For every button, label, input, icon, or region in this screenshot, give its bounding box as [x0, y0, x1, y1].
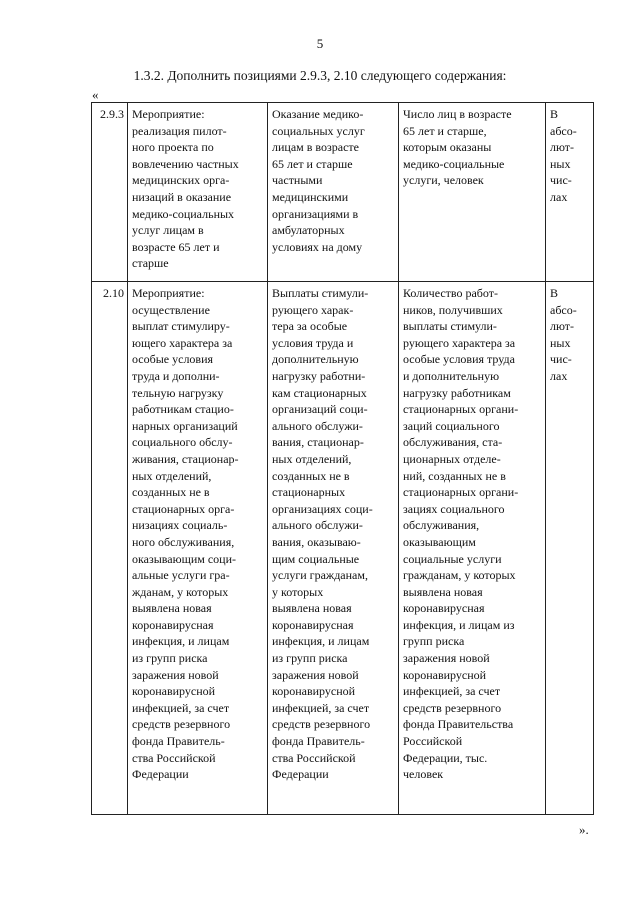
- cell-text-line: услуги гражданам,: [272, 568, 368, 583]
- cell-text-line: ных отделений,: [272, 451, 352, 466]
- cell-text-line: старше: [132, 256, 169, 271]
- cell-text-line: оказывающим: [403, 534, 476, 549]
- cell-text-line: выявлена новая: [272, 601, 352, 616]
- open-quote: «: [92, 87, 99, 102]
- cell-text-line: Оказание медико-: [272, 107, 364, 121]
- cell-text-line: у которых: [272, 584, 324, 599]
- cell-text-line: социальные услуги: [403, 551, 502, 566]
- cell-text-line: В: [550, 286, 559, 300]
- cell-text-line: медицинскими: [272, 189, 349, 204]
- cell-text-line: альные услуги гра-: [132, 568, 230, 583]
- cell-text-line: выявлена новая: [403, 584, 483, 599]
- position-number: 2.9.3: [92, 103, 128, 282]
- table-row: [92, 103, 594, 282]
- cell-text-line: Выплаты стимули-: [272, 286, 369, 300]
- close-quote: ».: [579, 822, 589, 837]
- cell-text-line: заражения новой: [403, 651, 490, 666]
- cell-text-line: средств резервного: [132, 717, 231, 732]
- cell-text-line: Федерации: [272, 767, 329, 782]
- cell-text-line: особые условия: [132, 352, 214, 367]
- cell-text-line: социального обслу-: [132, 435, 233, 450]
- cell-text-line: ства Российской: [132, 750, 216, 765]
- cell-text-line: услуги, человек: [403, 173, 484, 188]
- cell-text-line: стационарных орга-: [132, 501, 235, 516]
- cell-text-line: ального обслужи-: [272, 418, 363, 433]
- cell-text-line: коронавирусная: [132, 617, 214, 632]
- cell-text-line: инфекцией, за счет: [403, 684, 501, 699]
- cell-text-line: Мероприятие:: [132, 107, 205, 121]
- cell-text-line: социальных услуг: [272, 123, 365, 138]
- cell-text-line: лют-: [550, 319, 575, 334]
- cell-text-line: низаций в оказание: [132, 189, 232, 204]
- cell-text-line: ющего характера за: [132, 335, 233, 350]
- cell-text-line: ных отделений,: [132, 468, 212, 483]
- cell-text-line: выявлена новая: [132, 601, 212, 616]
- cell-text-line: Мероприятие:: [132, 286, 205, 300]
- cell-text-line: ний, созданных не в: [403, 468, 506, 483]
- cell-text-line: рующего характера за: [403, 335, 516, 350]
- cell-text-line: ального обслужи-: [272, 518, 363, 533]
- cell-text-line: абсо-: [550, 302, 577, 317]
- unit-cell: [546, 103, 594, 282]
- cell-text-line: коронавирусная: [272, 617, 354, 632]
- cell-text-line: амбулаторных: [272, 223, 345, 238]
- cell-text-line: инфекция, и лицам из: [403, 617, 515, 632]
- event-cell: [128, 103, 268, 282]
- cell-text-line: инфекцией, за счет: [132, 700, 230, 715]
- cell-text-line: нагрузку работни-: [272, 368, 366, 383]
- cell-text-line: Федерации, тыс.: [403, 750, 488, 765]
- cell-text-line: инфекция, и лицам: [272, 634, 370, 649]
- cell-text-line: из групп риска: [132, 651, 208, 666]
- cell-text-line: ных: [550, 335, 571, 350]
- cell-text-line: обслуживания,: [403, 518, 480, 533]
- measure-cell: [399, 282, 546, 815]
- cell-text-line: ников, получивших: [403, 302, 503, 317]
- cell-text-line: вания, стационар-: [272, 435, 364, 450]
- cell-text-line: Российской: [403, 734, 463, 749]
- cell-text-line: заражения новой: [272, 667, 359, 682]
- indicator-cell: [268, 103, 399, 282]
- cell-text-line: организаций соци-: [272, 402, 368, 417]
- cell-text-line: средств резервного: [272, 717, 371, 732]
- cell-text-line: лицам в возрасте: [272, 140, 359, 155]
- cell-text-line: ного проекта по: [132, 140, 214, 155]
- cell-text-line: стационарных органи-: [403, 402, 519, 417]
- table-row: [92, 282, 594, 815]
- cell-text-line: организациями в: [272, 206, 359, 221]
- cell-text-line: заражения новой: [132, 667, 219, 682]
- cell-text-line: человек: [403, 767, 444, 782]
- cell-text-line: ных: [550, 156, 571, 171]
- cell-text-line: выплаты стимули-: [403, 319, 497, 334]
- cell-text-line: чис-: [550, 173, 572, 188]
- cell-text-line: тера за особые: [272, 319, 348, 334]
- cell-text-line: организациях соци-: [272, 501, 373, 516]
- cell-text-line: гражданам, у которых: [403, 568, 516, 583]
- cell-text-line: средств резервного: [403, 700, 502, 715]
- cell-text-line: 65 лет и старше,: [403, 123, 487, 138]
- cell-text-line: Число лиц в возрасте: [403, 107, 512, 121]
- cell-text-line: зациях социального: [403, 501, 505, 516]
- cell-text-line: нарных организаций: [132, 418, 238, 433]
- cell-text-line: лах: [550, 189, 568, 204]
- event-cell: [128, 282, 268, 815]
- cell-text-line: коронавирусной: [272, 684, 356, 699]
- cell-text-line: коронавирусной: [403, 667, 487, 682]
- cell-text-line: вания, оказываю-: [272, 534, 361, 549]
- cell-text-line: коронавирусной: [132, 684, 216, 699]
- cell-text-line: медико-социальных: [132, 206, 235, 221]
- unit-cell: [546, 282, 594, 815]
- cell-text-line: 65 лет и старше: [272, 156, 353, 171]
- cell-text-line: труда и дополни-: [132, 368, 220, 383]
- cell-text-line: реализация пилот-: [132, 123, 227, 138]
- cell-text-line: низациях социаль-: [132, 518, 228, 533]
- cell-text-line: фонда Правительства: [403, 717, 514, 732]
- cell-text-line: условия труда и: [272, 335, 354, 350]
- cell-text-line: фонда Правитель-: [132, 734, 225, 749]
- cell-text-line: щим социальные: [272, 551, 360, 566]
- cell-text-line: медицинских орга-: [132, 173, 230, 188]
- cell-text-line: ного обслуживания,: [132, 534, 235, 549]
- cell-text-line: Федерации: [132, 767, 189, 782]
- cell-text-line: вовлечению частных: [132, 156, 239, 171]
- cell-text-line: стационарных органи-: [403, 485, 519, 500]
- cell-text-line: лют-: [550, 140, 575, 155]
- cell-text-line: и дополнительную: [403, 368, 500, 383]
- cell-text-line: инфекцией, за счет: [272, 700, 370, 715]
- cell-text-line: услуг лицам в: [132, 223, 204, 238]
- cell-text-line: особые условия труда: [403, 352, 515, 367]
- cell-text-line: В: [550, 107, 559, 121]
- cell-text-line: дополнительную: [272, 352, 359, 367]
- cell-text-line: оказывающим соци-: [132, 551, 236, 566]
- cell-text-line: ционарных отделе-: [403, 451, 501, 466]
- cell-text-line: работникам стацио-: [132, 402, 234, 417]
- cell-text-line: созданных не в: [132, 485, 210, 500]
- cell-text-line: созданных не в: [272, 468, 350, 483]
- cell-text-line: фонда Правитель-: [272, 734, 365, 749]
- cell-text-line: заций социального: [403, 418, 500, 433]
- cell-text-line: жданам, у которых: [132, 584, 229, 599]
- cell-text-line: Количество работ-: [403, 286, 498, 300]
- indicator-cell: [268, 282, 399, 815]
- cell-text-line: возрасте 65 лет и: [132, 239, 220, 254]
- positions-table: [91, 102, 594, 815]
- cell-text-line: тельную нагрузку: [132, 385, 224, 400]
- cell-text-line: из групп риска: [272, 651, 348, 666]
- page-number: 5: [316, 36, 324, 51]
- cell-text-line: групп риска: [403, 634, 465, 649]
- cell-text-line: живания, стационар-: [132, 451, 239, 466]
- cell-text-line: рующего харак-: [272, 302, 354, 317]
- cell-text-line: условиях на дому: [272, 239, 363, 254]
- cell-text-line: обслуживания, ста-: [403, 435, 503, 450]
- cell-text-line: частными: [272, 173, 323, 188]
- cell-text-line: выплат стимулиру-: [132, 319, 230, 334]
- intro-text: 1.3.2. Дополнить позициями 2.9.3, 2.10 следующего содержания:: [133, 68, 507, 83]
- cell-text-line: лах: [550, 368, 568, 383]
- cell-text-line: стационарных: [272, 485, 346, 500]
- measure-cell: [399, 103, 546, 282]
- cell-text-line: коронавирусная: [403, 601, 485, 616]
- cell-text-line: медико-социальные: [403, 156, 505, 171]
- position-number: 2.10: [92, 282, 128, 815]
- cell-text-line: абсо-: [550, 123, 577, 138]
- cell-text-line: ства Российской: [272, 750, 356, 765]
- cell-text-line: осуществление: [132, 302, 210, 317]
- cell-text-line: нагрузку работникам: [403, 385, 511, 400]
- cell-text-line: чис-: [550, 352, 572, 367]
- cell-text-line: инфекция, и лицам: [132, 634, 230, 649]
- cell-text-line: кам стационарных: [272, 385, 367, 400]
- cell-text-line: которым оказаны: [403, 140, 492, 155]
